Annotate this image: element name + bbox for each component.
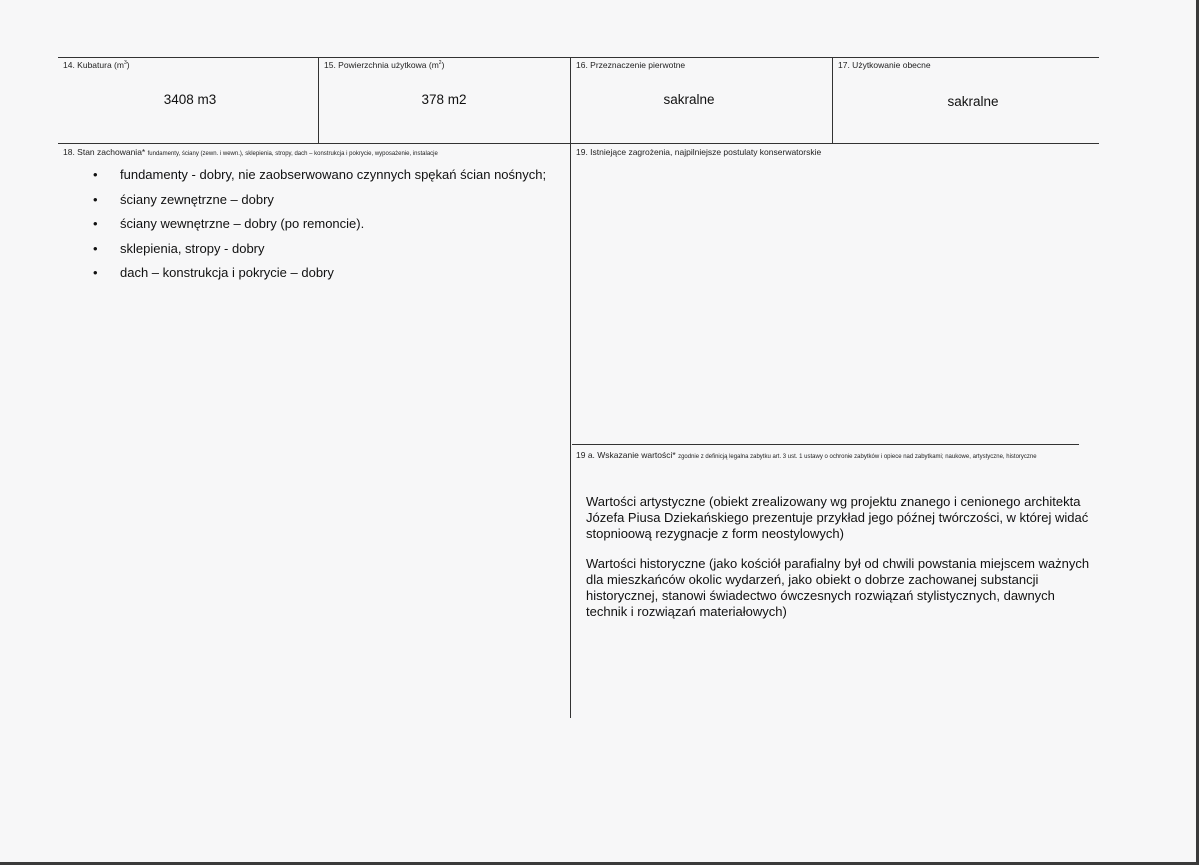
wartosci-artystyczne-paragraph: Wartości artystyczne (obiekt zrealizowany wg projektu znanego i cenionego architekta Józefa Piusa Dziekańskiego prezentuje przykład jego późnej twórczości, w której widać stopnioową rezygnacje z form neostylowych) — [586, 494, 1089, 541]
table-top-border — [58, 57, 1099, 58]
table-col-divider-1 — [318, 57, 319, 144]
list-item: • dach – konstrukcja i pokrycie – dobry — [93, 264, 546, 289]
powierzchnia-value: 378 m2 — [421, 92, 467, 107]
przeznaczenie-value: sakralne — [663, 92, 715, 107]
przeznaczenie-label: 16. Przeznaczenie pierwotne — [576, 60, 686, 70]
stan-zachowania-list — [93, 166, 546, 289]
list-item: • ściany wewnętrzne – dobry (po remoncie). — [93, 215, 546, 240]
list-item: • fundamenty - dobry, nie zaobserwowano czynnych spękań ścian nośnych; — [93, 166, 546, 191]
kubatura-value: 3408 m3 — [163, 92, 217, 107]
list-item: • ściany zewnętrzne – dobry — [93, 191, 546, 216]
zagrozenia-label: 19. Istniejące zagrożenia, najpilniejsze postulaty konserwatorskie — [576, 147, 822, 157]
stan-zachowania-label: 18. Stan zachowania* fundamenty, ściany (zewn. i wewn.), sklepienia, stropy, dach – konstrukcja i pokrycie, wyposażenie, instalacje — [63, 147, 438, 157]
wartosci-historyczne-paragraph: Wartości historyczne (jako kościół parafialny był od chwili powstania miejscem ważnych dla mieszkańców okolic wydarzeń, jako obiekt o dobrze zachowanej substancji historycznej, stanowi świadectwo ówczesnych rozwiązań stylistycznych, dawnych technik i rozwiązań materiałowych) — [586, 556, 1090, 619]
table-col-divider-3 — [832, 57, 833, 144]
section19a-top-border — [572, 444, 1079, 445]
powierzchnia-label: 15. Powierzchnia użytkowa $(m^2)$ — [324, 60, 445, 70]
list-item: • sklepienia, stropy - dobry — [93, 240, 546, 265]
table-col-divider-2 — [570, 57, 571, 718]
table-row1-bottom-border — [58, 143, 1099, 144]
kubatura-label: 14. Kubatura $(m^3)$ — [63, 60, 130, 70]
uzytkowanie-label: 17. Użytkowanie obecne — [838, 60, 931, 70]
wskazanie-wartosci-label: 19 a. Wskazanie wartości* zgodnie z definicją legalna zabytku art. 3 ust. 1 ustawy o ochronie zabytków i opiece nad zabytkami; naukowe, artystyczne, historyczne — [576, 450, 1037, 460]
uzytkowanie-value: sakralne — [947, 94, 999, 109]
